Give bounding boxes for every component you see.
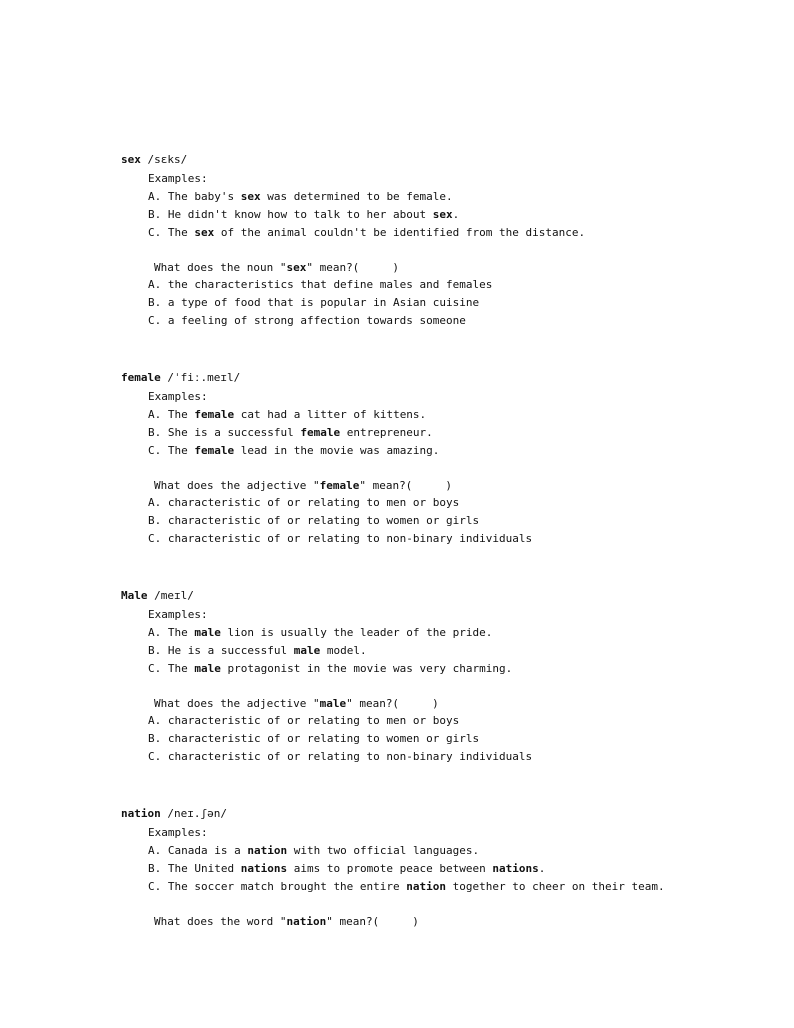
headword: Male	[121, 589, 148, 602]
question: What does the adjective "female" mean?( )	[154, 479, 453, 492]
examples-label: Examples:	[148, 390, 208, 403]
example-sentence: A. The male lion is usually the leader of the pride.	[148, 626, 493, 639]
question: What does the noun "sex" mean?( )	[154, 261, 400, 274]
worksheet	[121, 151, 771, 1023]
headword: nation	[121, 807, 161, 820]
headword: sex	[121, 153, 141, 166]
answer-option[interactable]: C. characteristic of or relating to non-binary individuals	[148, 532, 533, 545]
example-sentence: A. Canada is a nation with two official languages.	[148, 844, 480, 857]
example-sentence: B. He is a successful male model.	[148, 644, 367, 657]
headword: female	[121, 371, 161, 384]
headword-line	[121, 587, 194, 604]
vocab-entry	[121, 805, 771, 1023]
example-sentence: C. The female lead in the movie was amazing.	[148, 444, 440, 457]
question: What does the word "nation" mean?( )	[154, 915, 419, 928]
answer-option[interactable]: B. characteristic of or relating to women or girls	[148, 732, 480, 745]
example-sentence: B. The United nations aims to promote peace between nations.	[148, 862, 546, 875]
headword-line	[121, 369, 240, 386]
answer-option[interactable]: A. the characteristics that define males and females	[148, 278, 493, 291]
phonetic: /ˈfiː.meɪl/	[167, 371, 241, 384]
answer-option[interactable]: A. characteristic of or relating to men or boys	[148, 496, 460, 509]
phonetic: /meɪl/	[154, 589, 194, 602]
headword-line	[121, 151, 187, 168]
phonetic: /neɪ.ʃən/	[167, 807, 227, 820]
answer-option[interactable]: C. characteristic of or relating to non-binary individuals	[148, 750, 533, 763]
vocab-entry	[121, 151, 771, 369]
answer-option[interactable]: B. characteristic of or relating to women or girls	[148, 514, 480, 527]
example-sentence: C. The sex of the animal couldn't be identified from the distance.	[148, 226, 586, 239]
headword-line	[121, 805, 227, 822]
example-sentence: A. The baby's sex was determined to be female.	[148, 190, 453, 203]
question: What does the adjective "male" mean?( )	[154, 697, 439, 710]
example-sentence: B. He didn't know how to talk to her about sex.	[148, 208, 460, 221]
examples-label: Examples:	[148, 826, 208, 839]
example-sentence: B. She is a successful female entrepreneur.	[148, 426, 433, 439]
examples-label: Examples:	[148, 172, 208, 185]
example-sentence: A. The female cat had a litter of kittens.	[148, 408, 427, 421]
example-sentence: C. The soccer match brought the entire nation together to cheer on their team.	[148, 880, 665, 893]
vocab-entry	[121, 369, 771, 587]
answer-option[interactable]: B. a type of food that is popular in Asian cuisine	[148, 296, 480, 309]
answer-option[interactable]: C. a feeling of strong affection towards someone	[148, 314, 466, 327]
vocab-entry	[121, 587, 771, 805]
phonetic: /sɛks/	[147, 153, 188, 166]
examples-label: Examples:	[148, 608, 208, 621]
answer-option[interactable]: A. characteristic of or relating to men or boys	[148, 714, 460, 727]
example-sentence: C. The male protagonist in the movie was very charming.	[148, 662, 513, 675]
